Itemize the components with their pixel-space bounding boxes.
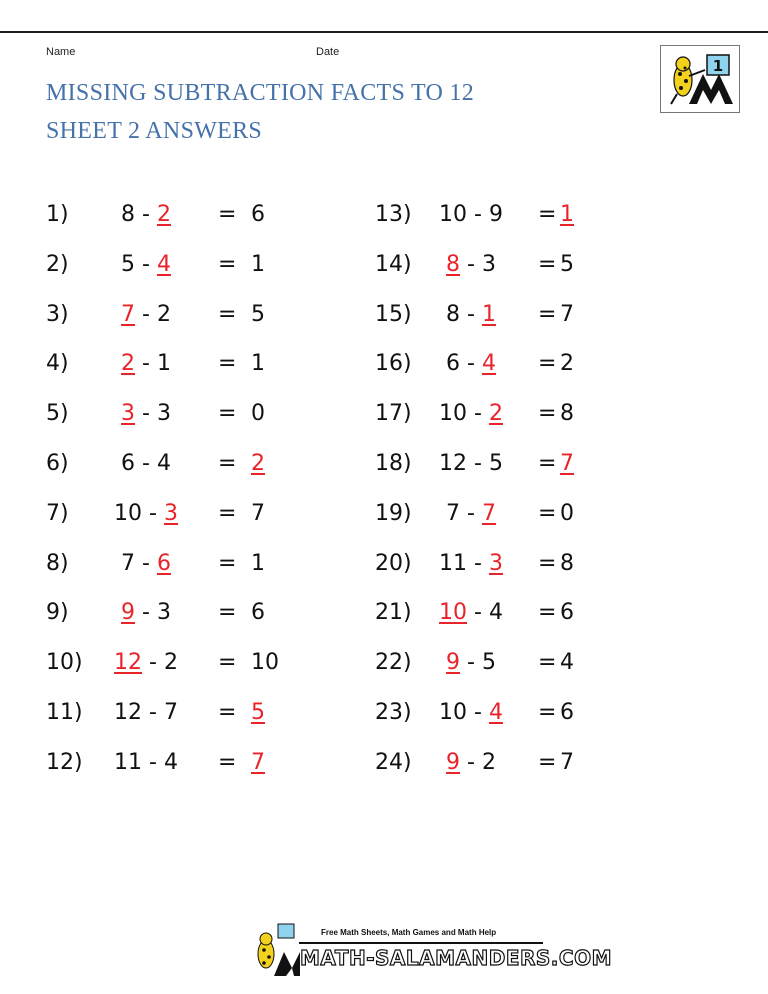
problem-row — [46, 346, 306, 382]
equals-sign: = — [538, 650, 557, 676]
problem-number: 12) — [46, 749, 83, 775]
equals-sign: = — [218, 251, 237, 277]
problem-number: 22) — [375, 650, 412, 676]
minus-sign: - — [467, 401, 489, 427]
problem-row — [46, 197, 306, 233]
problem-expression — [86, 396, 206, 432]
problem-result: 2 — [251, 451, 265, 476]
equals-sign: = — [538, 301, 557, 327]
equals-sign: = — [538, 351, 557, 377]
operand-b: 4 — [488, 700, 503, 725]
minus-sign: - — [135, 451, 157, 476]
operand-a: 6 — [121, 451, 136, 476]
equals-sign: = — [538, 202, 557, 227]
operand-b: 3 — [481, 251, 496, 277]
problem-row — [46, 297, 306, 333]
operand-a: 9 — [446, 650, 461, 676]
minus-sign: - — [135, 251, 157, 277]
operand-a: 12 — [439, 451, 468, 476]
minus-sign: - — [142, 650, 164, 676]
equals-sign: = — [218, 700, 237, 725]
problem-number: 14) — [375, 251, 412, 277]
problem-expression — [86, 197, 206, 233]
problem-number: 21) — [375, 600, 412, 626]
problem-result: 6 — [251, 600, 265, 626]
operand-a: 7 — [121, 550, 136, 576]
problem-row — [375, 745, 605, 781]
equals-sign: = — [218, 749, 237, 775]
problem-result: 1 — [251, 351, 265, 377]
minus-sign: - — [460, 351, 482, 377]
problem-row — [375, 645, 605, 681]
problem-expression — [411, 446, 531, 482]
page-title-line-1: MISSING SUBTRACTION FACTS TO 12 — [46, 80, 475, 106]
minus-sign: - — [467, 451, 489, 476]
equals-sign: = — [538, 700, 557, 725]
problem-row — [46, 546, 306, 582]
problem-number: 8) — [46, 550, 69, 576]
operand-b: 5 — [488, 451, 503, 476]
operand-b: 2 — [488, 401, 503, 427]
operand-a: 12 — [114, 700, 143, 725]
operand-b: 3 — [163, 500, 178, 526]
problem-row — [375, 546, 605, 582]
logo-badge-text: 1 — [712, 57, 724, 75]
problem-expression — [411, 496, 531, 532]
problem-number: 24) — [375, 749, 412, 775]
problem-expression — [86, 297, 206, 333]
operand-b: 3 — [156, 401, 171, 427]
operand-a: 9 — [446, 749, 461, 775]
problem-expression — [86, 645, 206, 681]
problem-row — [46, 645, 306, 681]
problem-number: 3) — [46, 301, 69, 327]
operand-b: 1 — [481, 301, 496, 327]
problem-expression — [86, 346, 206, 382]
minus-sign: - — [467, 600, 489, 626]
problem-expression — [86, 446, 206, 482]
operand-b: 5 — [481, 650, 496, 676]
minus-sign: - — [135, 600, 157, 626]
problem-expression — [86, 745, 206, 781]
problem-expression — [411, 695, 531, 731]
operand-b: 1 — [156, 351, 171, 377]
equals-sign: = — [218, 301, 237, 327]
minus-sign: - — [460, 251, 482, 277]
minus-sign: - — [135, 550, 157, 576]
problem-row — [375, 297, 605, 333]
operand-b: 3 — [488, 550, 503, 576]
problem-expression — [86, 496, 206, 532]
problem-result: 0 — [251, 401, 265, 427]
problem-result: 7 — [251, 749, 265, 775]
problem-result: 5 — [251, 301, 265, 327]
problem-result: 6 — [560, 700, 574, 725]
operand-b: 2 — [163, 650, 178, 676]
problem-row — [375, 346, 605, 382]
problem-row — [46, 396, 306, 432]
operand-a: 7 — [121, 301, 136, 327]
operand-a: 10 — [439, 202, 468, 227]
minus-sign: - — [142, 700, 164, 725]
equals-sign: = — [538, 749, 557, 775]
problem-number: 20) — [375, 550, 412, 576]
equals-sign: = — [218, 600, 237, 626]
minus-sign: - — [467, 700, 489, 725]
minus-sign: - — [460, 650, 482, 676]
equals-sign: = — [218, 451, 237, 476]
problem-row — [46, 745, 306, 781]
operand-b: 6 — [156, 550, 171, 576]
problem-number: 10) — [46, 650, 83, 676]
minus-sign: - — [467, 202, 489, 227]
operand-a: 7 — [446, 500, 461, 526]
page-title-line-2: SHEET 2 ANSWERS — [46, 118, 263, 144]
operand-b: 4 — [156, 451, 171, 476]
name-label: Name — [46, 46, 76, 58]
equals-sign: = — [218, 500, 237, 526]
problem-number: 11) — [46, 700, 83, 725]
equals-sign: = — [218, 401, 237, 427]
operand-a: 10 — [439, 700, 468, 725]
operand-a: 3 — [121, 401, 136, 427]
problem-row — [46, 446, 306, 482]
minus-sign: - — [135, 202, 157, 227]
equals-sign: = — [538, 251, 557, 277]
equals-sign: = — [218, 202, 237, 227]
problem-expression — [86, 595, 206, 631]
problem-expression — [411, 396, 531, 432]
problem-row — [46, 695, 306, 731]
problem-number: 19) — [375, 500, 412, 526]
problem-result: 7 — [560, 749, 574, 775]
operand-b: 2 — [156, 202, 171, 227]
problem-result: 8 — [560, 550, 574, 576]
header-rule — [0, 31, 768, 33]
operand-b: 7 — [163, 700, 178, 725]
problem-expression — [86, 247, 206, 283]
equals-sign: = — [538, 500, 557, 526]
problem-expression — [411, 197, 531, 233]
equals-sign: = — [218, 650, 237, 676]
operand-a: 10 — [114, 500, 143, 526]
problem-row — [375, 197, 605, 233]
footer-tagline: Free Math Sheets, Math Games and Math Help — [321, 928, 497, 937]
operand-a: 6 — [446, 351, 461, 377]
problem-result: 1 — [560, 202, 574, 227]
problem-result: 2 — [560, 351, 574, 377]
problem-result: 5 — [251, 700, 265, 725]
problem-number: 23) — [375, 700, 412, 725]
problem-result: 1 — [251, 251, 265, 277]
problem-expression — [411, 645, 531, 681]
problem-row — [375, 446, 605, 482]
operand-b: 2 — [481, 749, 496, 775]
operand-a: 11 — [439, 550, 468, 576]
equals-sign: = — [538, 451, 557, 476]
operand-a: 8 — [121, 202, 136, 227]
problem-result: 7 — [560, 301, 574, 327]
operand-b: 2 — [156, 301, 171, 327]
problem-result: 5 — [560, 251, 574, 277]
minus-sign: - — [460, 301, 482, 327]
problem-expression — [411, 297, 531, 333]
operand-a: 9 — [121, 600, 136, 626]
operand-a: 8 — [446, 251, 461, 277]
problem-row — [46, 247, 306, 283]
minus-sign: - — [467, 550, 489, 576]
problem-result: 0 — [560, 500, 574, 526]
operand-b: 3 — [156, 600, 171, 626]
problem-number: 1) — [46, 202, 69, 227]
problem-row — [46, 595, 306, 631]
problem-row — [375, 396, 605, 432]
equals-sign: = — [218, 550, 237, 576]
problem-expression — [411, 247, 531, 283]
problem-number: 5) — [46, 401, 69, 427]
problem-row — [46, 496, 306, 532]
problem-expression — [411, 745, 531, 781]
minus-sign: - — [135, 301, 157, 327]
problem-result: 1 — [251, 550, 265, 576]
minus-sign: - — [460, 749, 482, 775]
problem-expression — [86, 546, 206, 582]
equals-sign: = — [218, 351, 237, 377]
operand-b: 4 — [488, 600, 503, 626]
problem-expression — [411, 346, 531, 382]
minus-sign: - — [460, 500, 482, 526]
operand-a: 10 — [439, 401, 468, 427]
operand-b: 4 — [481, 351, 496, 377]
problem-row — [375, 496, 605, 532]
operand-b: 7 — [481, 500, 496, 526]
problem-number: 9) — [46, 600, 69, 626]
problem-number: 13) — [375, 202, 412, 227]
problem-number: 15) — [375, 301, 412, 327]
footer-brand-link[interactable]: MATH-SALAMANDERS.COM — [300, 946, 612, 970]
operand-b: 4 — [156, 251, 171, 277]
problem-result: 6 — [560, 600, 574, 626]
minus-sign: - — [135, 401, 157, 427]
problem-result: 7 — [251, 500, 265, 526]
problem-expression — [86, 695, 206, 731]
problem-result: 8 — [560, 401, 574, 427]
salamander-logo — [660, 45, 740, 113]
equals-sign: = — [538, 550, 557, 576]
problem-result: 4 — [560, 650, 574, 676]
problem-expression — [411, 595, 531, 631]
equals-sign: = — [538, 600, 557, 626]
footer-rule — [299, 942, 543, 944]
problem-number: 6) — [46, 451, 69, 476]
problem-expression — [411, 546, 531, 582]
problem-number: 4) — [46, 351, 69, 377]
problem-number: 16) — [375, 351, 412, 377]
operand-a: 12 — [114, 650, 143, 676]
operand-a: 11 — [114, 749, 143, 775]
problem-result: 7 — [560, 451, 574, 476]
problem-row — [375, 247, 605, 283]
problem-number: 7) — [46, 500, 69, 526]
operand-a: 10 — [439, 600, 468, 626]
problem-number: 18) — [375, 451, 412, 476]
operand-b: 9 — [488, 202, 503, 227]
problem-row — [375, 695, 605, 731]
operand-a: 8 — [446, 301, 461, 327]
minus-sign: - — [135, 351, 157, 377]
operand-b: 4 — [163, 749, 178, 775]
problem-result: 10 — [251, 650, 279, 676]
operand-a: 2 — [121, 351, 136, 377]
problem-number: 17) — [375, 401, 412, 427]
minus-sign: - — [142, 749, 164, 775]
operand-a: 5 — [121, 251, 136, 277]
minus-sign: - — [142, 500, 164, 526]
problem-row — [375, 595, 605, 631]
problem-result: 6 — [251, 202, 265, 227]
date-label: Date — [316, 46, 340, 58]
equals-sign: = — [538, 401, 557, 427]
problem-number: 2) — [46, 251, 69, 277]
footer-logo — [248, 922, 300, 978]
